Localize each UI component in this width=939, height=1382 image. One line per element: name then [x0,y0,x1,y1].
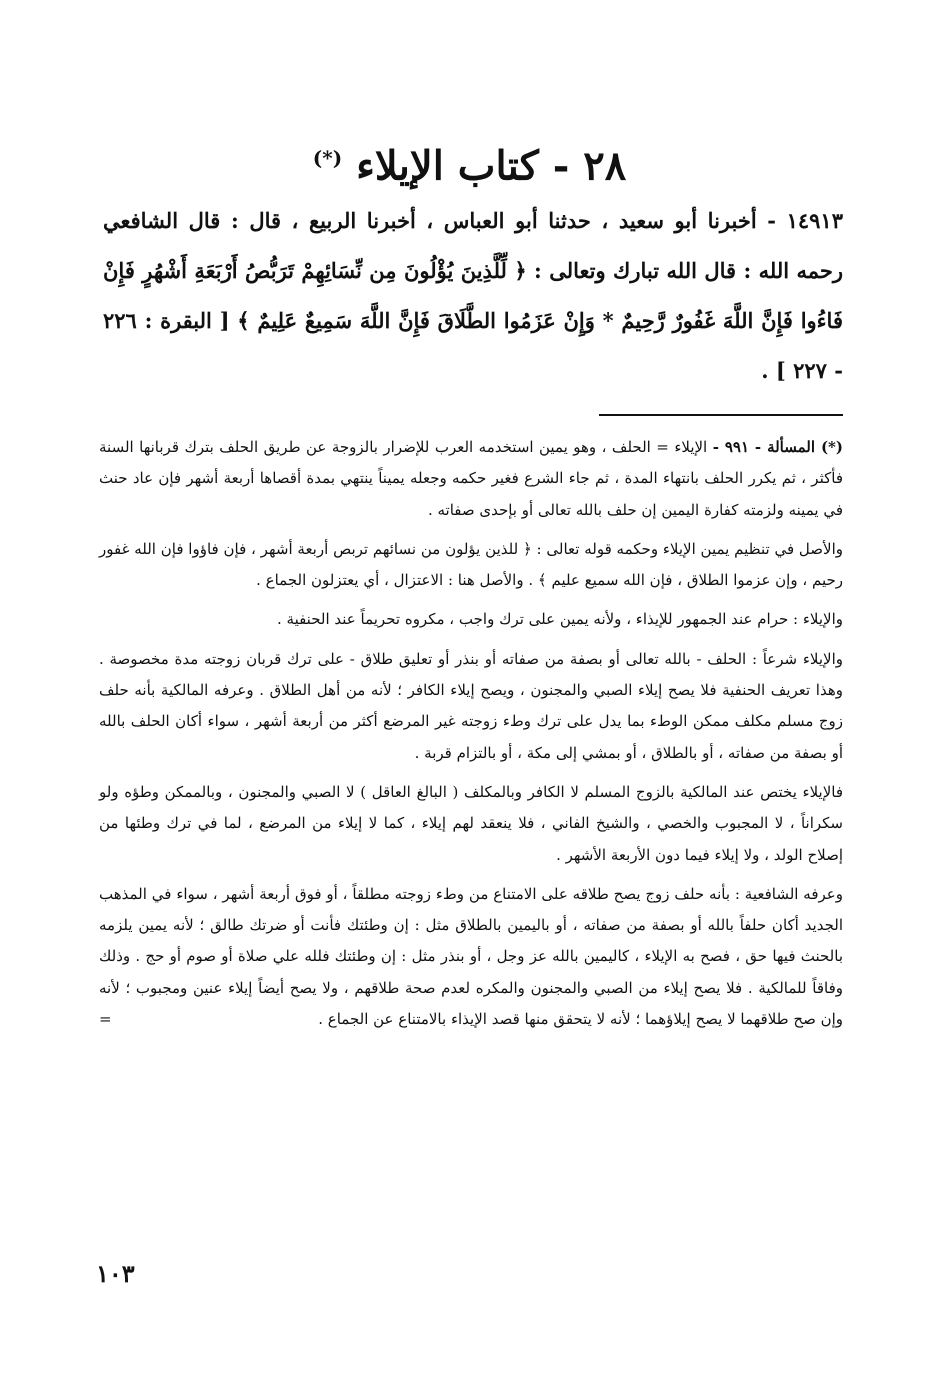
chapter-title [0,128,939,196]
footnote-separator [599,414,843,416]
footnote-marker: (*) [312,146,343,170]
page-number: ١٠٣ [96,1259,135,1288]
footnote-label: (*) المسألة - ٩٩١ - [712,438,843,456]
footnote-paragraph-1 [99,432,843,526]
chapter-name: كتاب الإيلاء [356,142,539,190]
chapter-number: ٢٨ [583,142,627,190]
footnote-text-1: الإيلاء = الحلف ، وهو يمين استخدمه العرب للإضرار بالزوجة عن طريق الحلف بترك قربانها السنة فأكثر ، ثم يكرر الحلف بانتهاء المدة ، ثم جاء الشرع فغير حكمه وجعله يميناً ينتهي بمدة أقصاها أربعة أشهر فإن عاد حنث في يمينه ولزمته كفارة اليمين إن حلف بالله تعالى أو بإحدى صفاته . [99,438,843,519]
footnote-paragraph-6 [99,879,843,1035]
footnotes [99,432,843,1043]
continuation-mark: = [99,1010,112,1029]
footnote-paragraph-5: فالإيلاء يختص عند المالكية بالزوج المسلم لا الكافر وبالمكلف ( البالغ العاقل ) لا الصبي والمجنون ، وبالممكن وطؤه ولو سكراناً ، لا المجبوب والخصي ، والشيخ الفاني ، فلا ينعقد لهم إيلاء ، كما لا إيلاء من المرضع ، لما في ترك وطئها من إصلاح الولد ، ولا إيلاء فيما دون الأربعة الأشهر . [99,782,843,864]
main-text: ١٤٩١٣ - أخبرنا أبو سعيد ، حدثنا أبو العباس ، أخبرنا الربيع ، قال : قال الشافعي رحمه الله : قال الله تبارك وتعالى : ﴿ لِّلَّذِينَ يُؤْلُونَ مِن نِّسَائِهِمْ تَرَبُّصُ أَرْبَعَةِ أَشْهُرٍ فَإِنْ فَاءُوا فَإِنَّ اللَّهَ غَفُورٌ رَّحِيمٌ * وَإِنْ عَزَمُوا الطَّلَاقَ فَإِنَّ اللَّهَ سَمِيعٌ عَلِيمٌ ﴾ [ البقرة : ٢٢٦ - ٢٢٧ ] . [103,208,843,383]
footnote-paragraph-3: والإيلاء : حرام عند الجمهور للإيذاء ، ولأنه يمين على ترك واجب ، مكروه تحريماً عند الحنفية . [276,610,843,629]
footnote-paragraph-4: والإيلاء شرعاً : الحلف - بالله تعالى أو بصفة من صفاته أو بنذر أو تعليق طلاق - على ترك قربان زوجته مدة مخصوصة . وهذا تعريف الحنفية فلا يصح إيلاء الصبي والمجنون ، ويصح إيلاء الكافر ؛ لأنه من أهل الطلاق . وعرفه المالكية بأنه حلف زوج مسلم مكلف ممكن الوطء بما يدل على ترك وطء زوجته غير المرضع أكثر من أربعة أشهر ، سواء أكان الحلف بالله أو بصفة من صفاته ، أو بالطلاق ، أو بمشي إلى مكة ، أو بالتزام قربة . [99,649,843,762]
title-dash: - [552,142,570,190]
footnote-text-6: وعرفه الشافعية : بأنه حلف زوج يصح طلاقه على الامتناع من وطء زوجته مطلقاً ، أو فوق أربعة أشهر ، سواء في المذهب الجديد أكان حلفاً بالله أو بصفة من صفاته ، أو باليمين بالطلاق مثل : إن وطئتك فأنت أو ضرتك طالق ؛ لأنه يمين يلزمه بالحنث فيها حق ، فصح به الإيلاء ، كاليمين بالله عز وجل ، أو بنذر مثل : إن وطئتك فلله علي صلاة أو صوم أو حج . وذلك وفاقاً للمالكية . فلا يصح إيلاء من الصبي والمجنون والمكره لعدم صحة طلاقهم ، ولا يصح أيضاً إيلاء عنين ومجبوب ؛ لأنه وإن صح طلاقهما لا يصح إيلاؤهما ؛ لأنه لا يتحقق منها قصد الإيذاء بالامتناع عن الجماع . [99,884,843,1029]
footnote-paragraph-2: والأصل في تنظيم يمين الإيلاء وحكمه قوله تعالى : ﴿ للذين يؤلون من نسائهم تربص أربعة أشهر ، فإن فاؤوا فإن الله غفور رحيم ، وإن عزموا الطلاق ، فإن الله سميع عليم ﴾ . والأصل هنا : الاعتزال ، أي يعتزلون الجماع . [99,539,843,590]
